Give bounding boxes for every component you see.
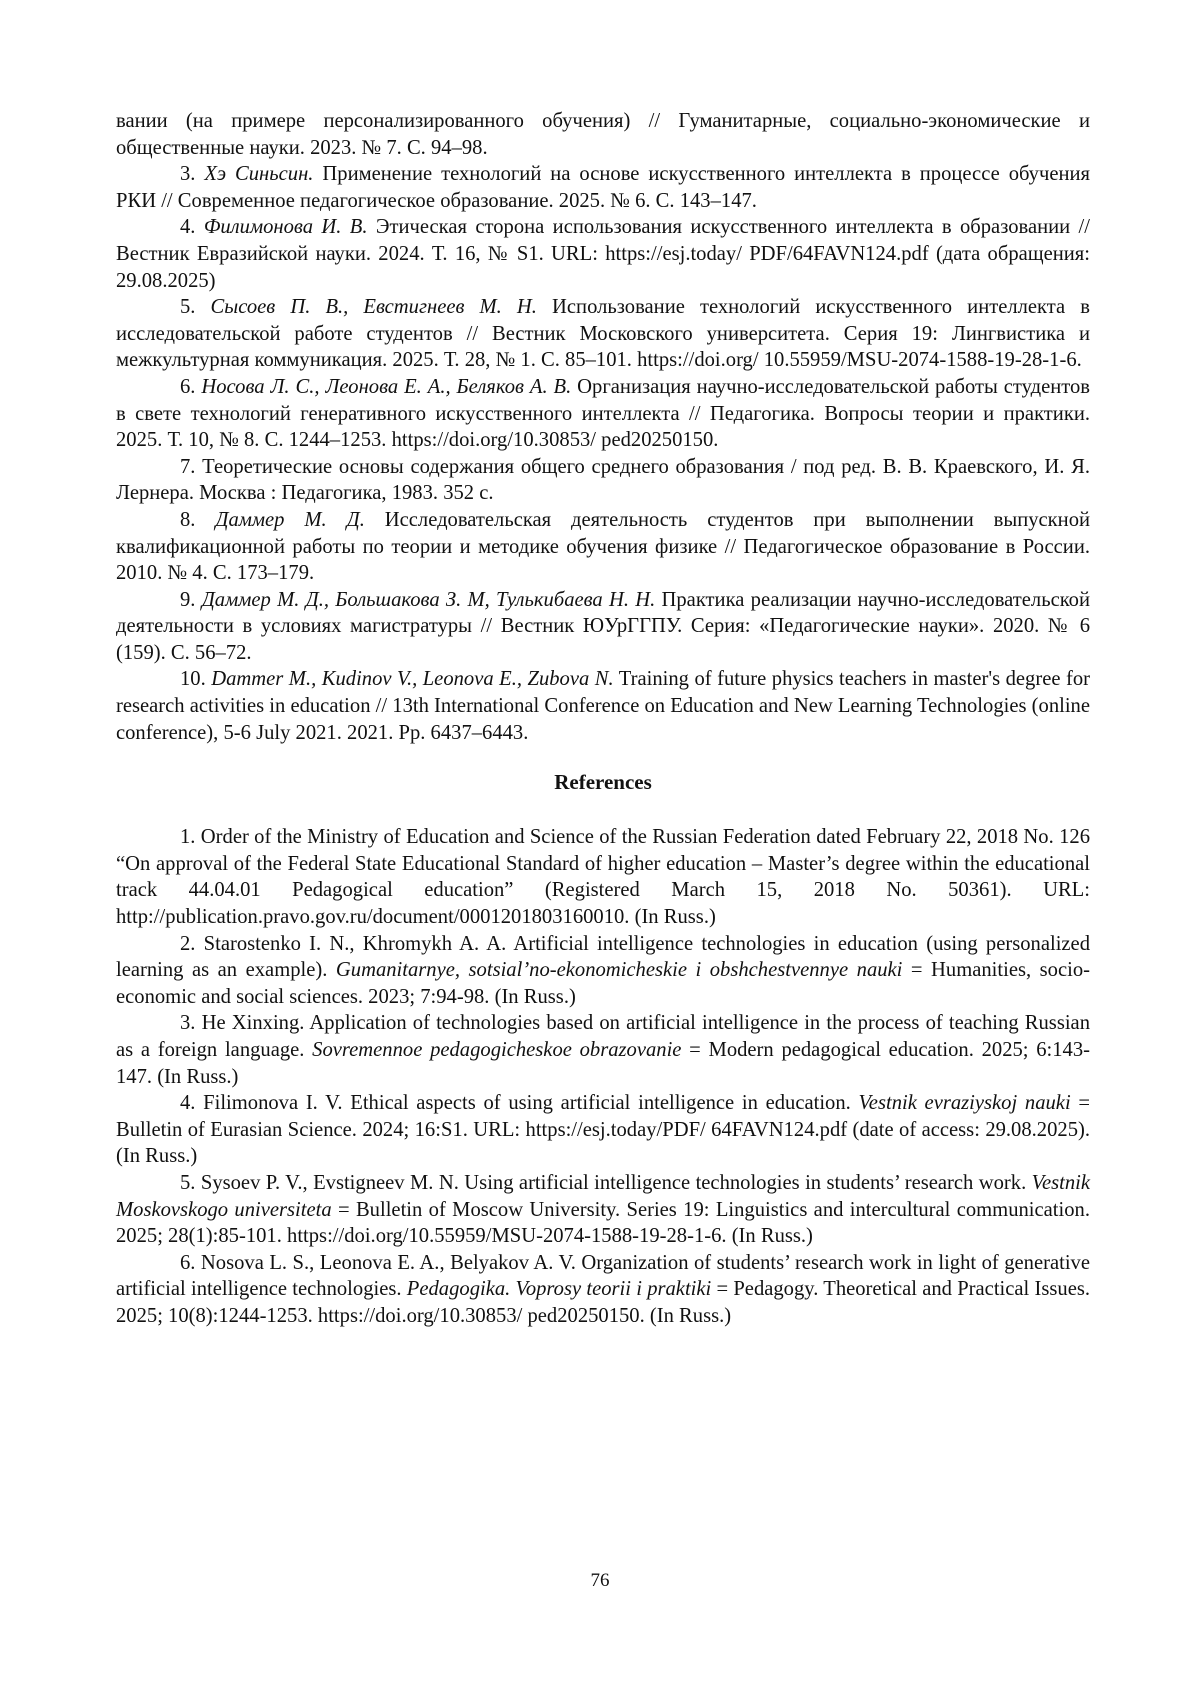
reference-continuation: вании (на примере персонализированного обучения) // Гуманитарные, социально-экономические и общественные науки. 2023. № 7. С. 94–98. <box>116 110 1090 159</box>
ru-reference-item: 6. Носова Л. С., Леонова Е. А., Беляков А. В. Организация научно-исследовательской работы студентов в свете технологий генеративного искусственного интеллекта // Педагогика. Вопросы теории и практики. 2025. Т. 10, № 8. С. 1244–1253. https://doi.org/10.30853/ ped20250150. <box>116 375 1091 452</box>
ru-reference-authors: Носова Л. С., Леонова Е. А., Беляков А. В. <box>201 375 572 398</box>
en-reference-journal: Vestnik evraziyskoj nauki <box>858 1092 1071 1115</box>
ru-reference-item: 7. Теоретические основы содержания общего среднего образования / под ред. В. В. Краевского, И. Я. Лернера. Москва : Педагогика, 1983. 352 с. <box>116 455 1090 505</box>
en-reference-item: 6. Nosova L. S., Leonova E. A., Belyakov A. V. Organization of students’ research work in light of generative artificial intelligence technologies. Pedagogika. Voprosy teorii i praktiki = Pedagogy. Theoretical and Practical Issues. 2025; 10(8):1244-1253. https://doi.org/10.30853/ ped20250150. (In Russ.) <box>116 1251 1090 1327</box>
page-number: 76 <box>590 1570 610 1591</box>
references-heading: References <box>554 770 652 795</box>
russian-reference-list <box>116 161 1090 746</box>
en-reference-journal: Vestnik Moskovskogo universiteta <box>116 1171 1090 1221</box>
ru-reference-authors: Даммер М. Д., Большакова З. М, Тулькибаева Н. Н. <box>201 588 656 611</box>
ru-reference-item: 4. Филимонова И. В. Этическая сторона использования искусственного интеллекта в образовании // Вестник Евразийской науки. 2024. Т. 16, № S1. URL: https://esj.today/ PDF/64FAVN124.pdf (дата обращения: 29.08.2025) <box>116 216 1090 292</box>
ru-reference-authors: Даммер М. Д. <box>215 508 365 531</box>
en-reference-journal: Gumanitarnye, sotsial’no-ekonomicheskie i obshchestvennye nauki <box>335 959 903 982</box>
en-reference-item: 5. Sysoev P. V., Evstigneev M. N. Using artificial intelligence technologies in students’ research work. Vestnik Moskovskogo universiteta = Bulletin of Moscow University. Series 19: Linguistics and intercultural communication. 2025; 28(1):85-101. https://doi.org/10.55959/MSU-2074-1588-19-28-1-6. (In Russ.) <box>116 1171 1090 1248</box>
ru-reference-authors: Сысоев П. В., Евстигнеев М. Н. <box>210 296 537 319</box>
ru-reference-item: 8. Даммер М. Д. Исследовательская деятельность студентов при выполнении выпускной квалификационной работы по теории и методике обучения физике // Педагогическое образование в России. 2010. № 4. С. 173–179. <box>116 508 1091 585</box>
en-reference-journal: Sovremennoe pedagogicheskoe obrazovanie <box>312 1039 682 1061</box>
en-reference-item: 3. He Xinxing. Application of technologies based on artificial intelligence in the process of teaching Russian as a foreign language. Sovremennoe pedagogicheskoe obrazovanie = Modern pedagogical education. 2025; 6:143-147. (In Russ.) <box>116 1012 1091 1088</box>
en-reference-item: 4. Filimonova I. V. Ethical aspects of using artificial intelligence in education. Vestnik evraziyskoj nauki = Bulletin of Eurasian Science. 2024; 16:S1. URL: https://esj.today/PDF/ 64FAVN124.pdf (date of access: 29.08.2025). (In Russ.) <box>116 1092 1090 1168</box>
ru-reference-item: 3. Хэ Синьсин. Применение технологий на основе искусственного интеллекта в процессе обучения РКИ // Современное педагогическое образование. 2025. № 6. С. 143–147. <box>116 163 1090 212</box>
ru-reference-authors: Филимонова И. В. <box>203 216 368 239</box>
en-reference-item: 1. Order of the Ministry of Education and Science of the Russian Federation dated February 22, 2018 No. 126 “On approval of the Federal State Educational Standard of higher education – Master’s degree within the educational track 44.04.01 Pedagogical education” (Registered March 15, 2018 No. 50361). URL: http://publication.pravo.gov.ru/document/0001201803160010. (In Russ.) <box>116 826 1090 929</box>
ru-reference-item: 10. Dammer M., Kudinov V., Leonova E., Zubova N. Training of future physics teachers in master's degree for research activities in education // 13th International Conference on Education and New Learning Technologies (online conference), 5-6 July 2021. 2021. Pp. 6437–6443. <box>116 668 1090 744</box>
ru-reference-item: 5. Сысоев П. В., Евстигнеев М. Н. Использование технологий искусственного интеллекта в исследовательской работе студентов // Вестник Московского университета. Серия 19: Лингвистика и межкультурная коммуникация. 2025. Т. 28, № 1. С. 85–101. https://doi.org/ 10.55959/MSU-2074-1588-19-28-1-6. <box>116 296 1090 372</box>
en-reference-journal: Pedagogika. Voprosy teorii i praktiki <box>406 1278 712 1301</box>
en-reference-item: 2. Starostenko I. N., Khromykh A. A. Artificial intelligence technologies in education (using personalized learning as an example). Gumanitarnye, sotsial’no-ekonomicheskie i obshchestvennye nauki = Humanities, socio-economic and social sciences. 2023; 7:94-98. (In Russ.) <box>116 932 1090 1008</box>
ru-reference-authors: Dammer M., Kudinov V., Leonova E., Zubova N. <box>211 668 614 691</box>
english-reference-list <box>116 824 1090 1329</box>
ru-reference-authors: Хэ Синьсин. <box>204 163 314 186</box>
ru-reference-item: 9. Даммер М. Д., Большакова З. М, Тулькибаева Н. Н. Практика реализации научно-исследовательской деятельности в условиях магистратуры // Вестник ЮУрГГПУ. Серия: «Педагогические науки». 2020. № 6 (159). С. 56–72. <box>116 588 1090 664</box>
